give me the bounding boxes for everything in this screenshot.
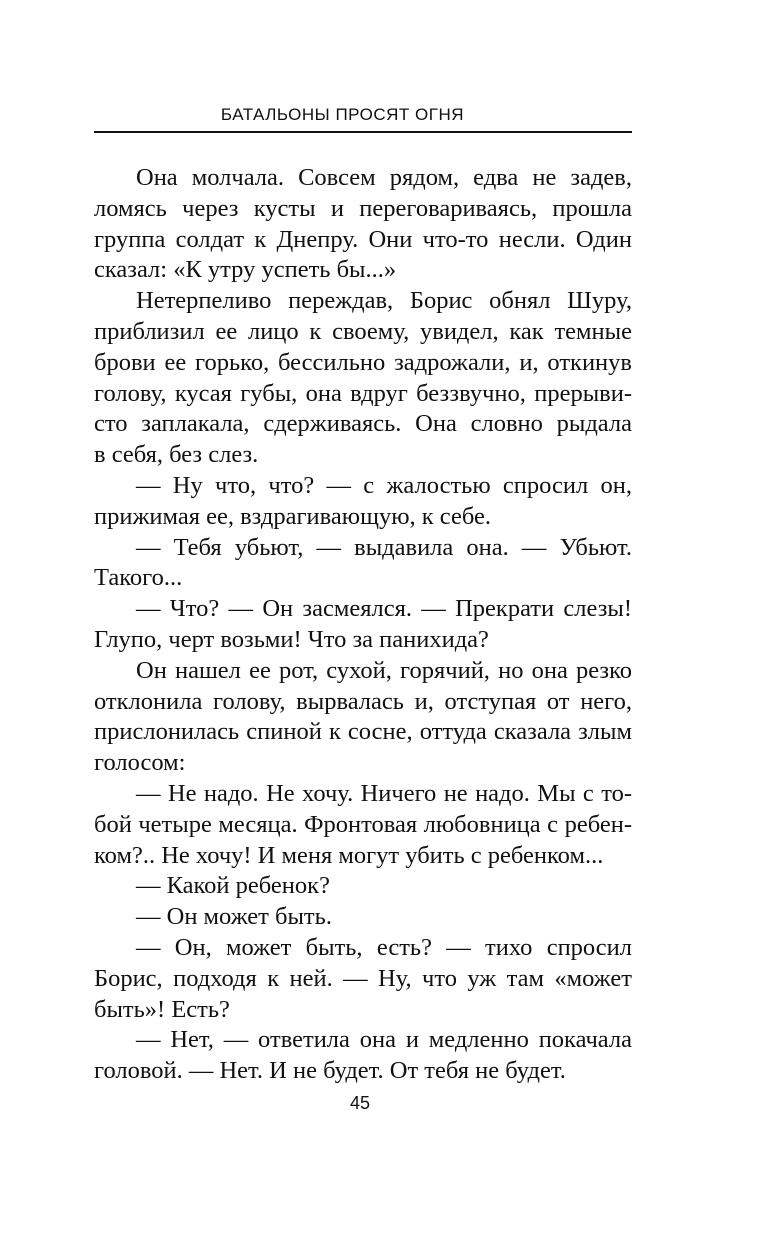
text-line: Нетерпеливо переждав, Борис обнял Шуру, <box>136 287 632 315</box>
text-line: Он нашел ее рот, сухой, горячий, но она резко <box>136 656 632 684</box>
text-line: приблизил ее лицо к своему, увидел, как темные <box>94 317 632 345</box>
text-line: — Нет, — ответила она и медленно покачала <box>136 1026 632 1054</box>
paragraph <box>94 471 632 533</box>
text-line: бой четыре месяца. Фронтовая любовница с ребен- <box>94 810 632 838</box>
page-number: 45 <box>349 1093 371 1113</box>
text-line: прижимая ее, вздрагивающую, к себе. <box>94 502 491 530</box>
text-line: ком?.. Не хочу! И меня могут убить с ребенком... <box>94 841 604 869</box>
text-line: Такого... <box>94 564 183 592</box>
text-line: сказал: «К утру успеть бы...» <box>94 256 397 284</box>
paragraph <box>94 594 632 656</box>
paragraph <box>94 933 632 1025</box>
text-line: — Какой ребенок? <box>136 872 330 900</box>
text-line: голову, кусая губы, она вдруг беззвучно, прерыви- <box>94 379 632 407</box>
paragraph <box>94 656 632 779</box>
text-line: отклонила голову, вырвалась и, отступая от него, <box>94 687 632 715</box>
paragraph <box>94 871 632 902</box>
text-line: головой. — Нет. И не будет. От тебя не будет. <box>94 1057 566 1085</box>
text-line: Борис, подходя к ней. — Ну, что уж там «может <box>94 964 632 992</box>
text-line: прислонилась спиной к сосне, оттуда сказала злым <box>94 718 632 746</box>
text-line: быть»! Есть? <box>94 995 230 1023</box>
running-title: БАТАЛЬОНЫ ПРОСЯТ ОГНЯ <box>220 105 464 124</box>
text-line: группа солдат к Днепру. Они что-то несли. Один <box>94 225 632 253</box>
text-line: Она молчала. Совсем рядом, едва не задев, <box>136 164 632 191</box>
text-line: Глупо, черт возьми! Что за панихида? <box>94 625 489 653</box>
text-line: — Что? — Он засмеялся. — Прекрати слезы! <box>136 595 632 623</box>
text-line: сто заплакала, сдерживаясь. Она словно рыдала <box>94 410 632 438</box>
paragraph <box>94 533 632 595</box>
paragraph <box>94 286 632 471</box>
text-line: — Не надо. Не хочу. Ничего не надо. Мы с то- <box>136 779 632 807</box>
paragraph <box>94 902 632 933</box>
text-line: — Он может быть. <box>136 903 332 931</box>
paragraph <box>94 1025 632 1087</box>
header-rule <box>94 131 632 133</box>
text-line: — Он, может быть, есть? — тихо спросил <box>136 933 632 961</box>
body-text <box>94 163 632 1087</box>
text-line: голосом: <box>94 749 186 777</box>
text-line: — Ну что, что? — с жалостью спросил он, <box>136 471 632 499</box>
paragraph <box>94 779 632 871</box>
text-line: — Тебя убьют, — выдавила она. — Убьют. <box>136 533 632 561</box>
text-line: брови ее горько, бессильно задрожали, и, откинув <box>94 348 632 376</box>
text-line: ломясь через кусты и переговариваясь, прошла <box>94 194 632 222</box>
paragraph <box>94 163 632 286</box>
text-line: в себя, без слез. <box>94 441 259 469</box>
